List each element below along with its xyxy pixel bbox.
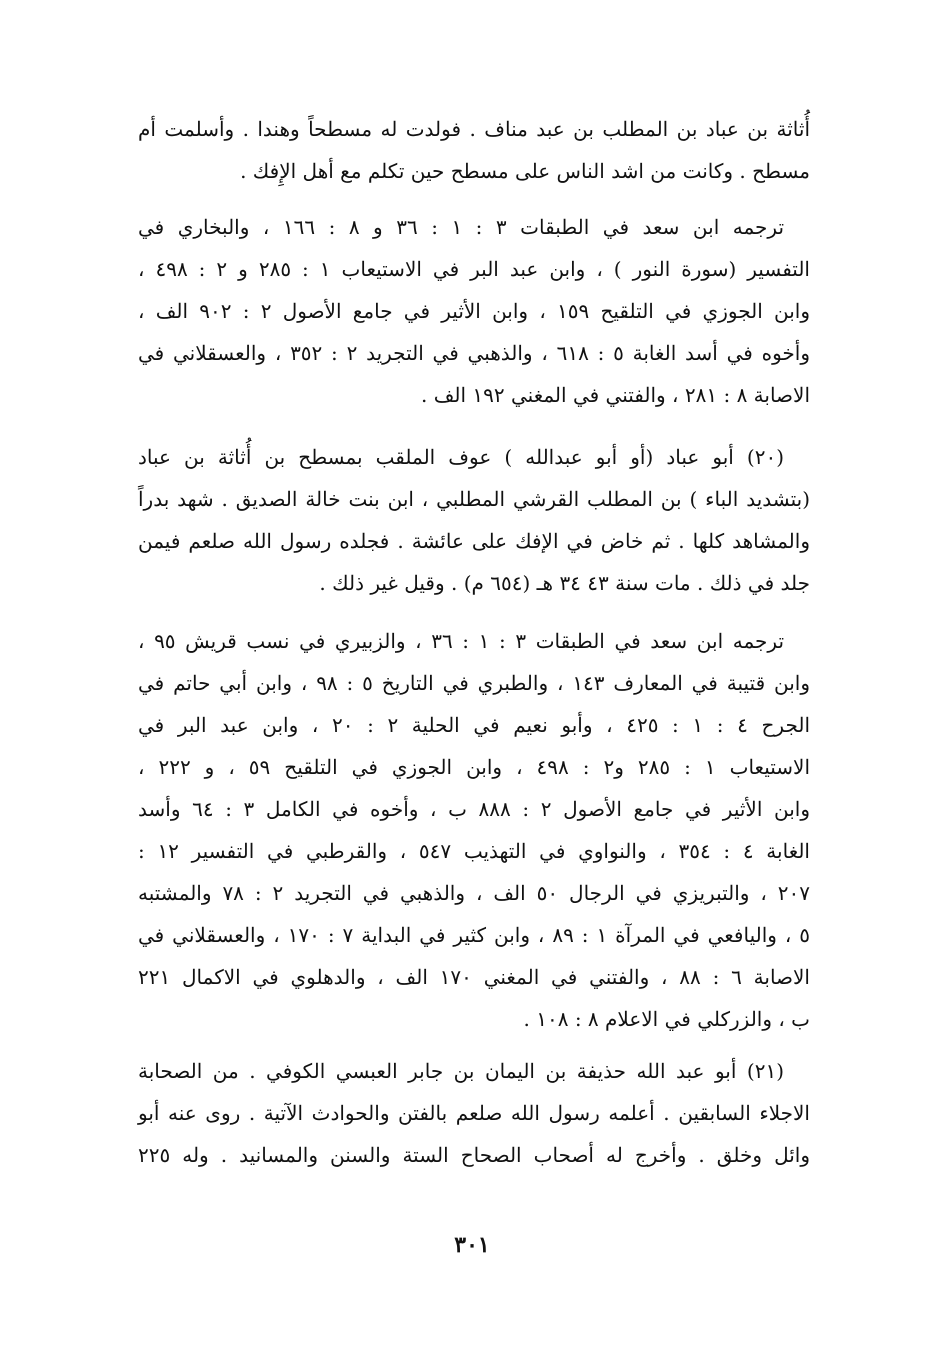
text-line: الجرح ٤ : ١ : ٤٢٥ ، وأبو نعيم في الحلية ٢ : ٢٠ ، وابن عبد البر في <box>138 713 811 737</box>
text-line: وأخوه في أسد الغابة ٥ : ٦١٨ ، والذهبي في التجريد ٢ : ٣٥٢ ، والعسقلاني في <box>138 341 810 365</box>
text-line: وابن قتيبة في المعارف ١٤٣ ، والطبري في التاريخ ٥ : ٩٨ ، وابن أبي حاتم في <box>138 671 811 695</box>
text-line: ٢٠٧ ، والتبريزي في الرجال ٥٠ الف ، والذهبي في التجريد ٢ : ٧٨ والمشتبه <box>138 881 811 905</box>
text-line: ترجمه ابن سعد في الطبقات ٣ : ١ : ٣٦ ، والزبيري في نسب قريش ٩٥ ، <box>138 629 785 653</box>
text-line: مسطح . وكانت من اشد الناس على مسطح حين تكلم مع أهل الإِفك . <box>240 159 810 183</box>
text-line: الاصابة ٦ : ٨٨ ، والفتني في المغني ١٧٠ الف ، والدهلوي في الاكمال ٢٢١ <box>138 965 810 989</box>
text-line: الاستيعاب ١ : ٢٨٥ و٢ : ٤٩٨ ، وابن الجوزي في التلقيح ٥٩ ، و ٢٢٢ ، <box>138 755 810 779</box>
text-line: الاصابة ٨ : ٢٨١ ، والفتني في المغني ١٩٢ الف . <box>420 383 810 407</box>
text-line: والمشاهد كلها . ثم خاض في الإفك على عائشة . فجلده رسول الله صلعم فيمن <box>138 529 810 553</box>
paragraph-2 <box>138 206 810 416</box>
paragraph-4 <box>138 620 810 1040</box>
text-line: ٥ ، واليافعي في المرآة ١ : ٨٩ ، وابن كثير في البداية ٧ : ١٧٠ ، والعسقلاني في <box>138 923 811 947</box>
text-line: وائل وخلق . وأخرج له أصحاب الصحاح الستة والسنن والمسانيد . وله ٢٢٥ <box>138 1143 810 1167</box>
paragraph-5 <box>138 1050 810 1176</box>
text-line: التفسير (سورة النور ) ، وابن عبد البر في الاستيعاب ١ : ٢٨٥ و ٢ : ٤٩٨ ، <box>138 257 810 281</box>
paragraph-3 <box>138 436 810 604</box>
text-line: جلد في ذلك . مات سنة ٤٣ ٣٤ هـ (٦٥٤ م) . وقيل غير ذلك . <box>319 571 810 595</box>
text-line: أُثاثة بن عباد بن المطلب بن عبد مناف . فولدت له مسطحاً وهندا . وأسلمت أم <box>138 117 810 141</box>
text-line: (٢١) أبو عبد الله حذيفة بن اليمان بن جابر العبسي الكوفي . من الصحابة <box>138 1059 784 1083</box>
page-number: ٣٠١ <box>454 1232 490 1258</box>
text-line: ترجمه ابن سعد في الطبقات ٣ : ١ : ٣٦ و ٨ : ١٦٦ ، والبخاري في <box>138 215 785 239</box>
text-line: الغابة ٤ : ٣٥٤ ، والنواوي في التهذيب ٥٤٧ ، والقرطبي في التفسير ١٢ : <box>138 839 810 863</box>
text-line: الاجلاء السابقين . أعلمه رسول الله صلعم بالفتن والحوادث الآتية . روى عنه أبو <box>138 1101 810 1125</box>
text-line: (٢٠) أبو عباد (أو أبو عبدالله ) عوف الملقب بمسطح بن أُثاثة بن عباد <box>138 445 784 469</box>
text-line: وابن الجوزي في التلقيح ١٥٩ ، وابن الأثير في جامع الأصول ٢ : ٩٠٢ الف ، <box>138 299 810 323</box>
text-line: (بتشديد الباء ) بن المطلب القرشي المطلبي ، ابن بنت خالة الصديق . شهد بدراً <box>138 487 810 511</box>
text-line: وابن الأثير في جامع الأصول ٢ : ٨٨٨ ب ، وأخوه في الكامل ٣ : ٦٤ وأسد <box>138 797 811 821</box>
text-line: ب ، والزركلي في الاعلام ٨ : ١٠٨ . <box>523 1007 810 1031</box>
paragraph-1 <box>138 108 810 192</box>
